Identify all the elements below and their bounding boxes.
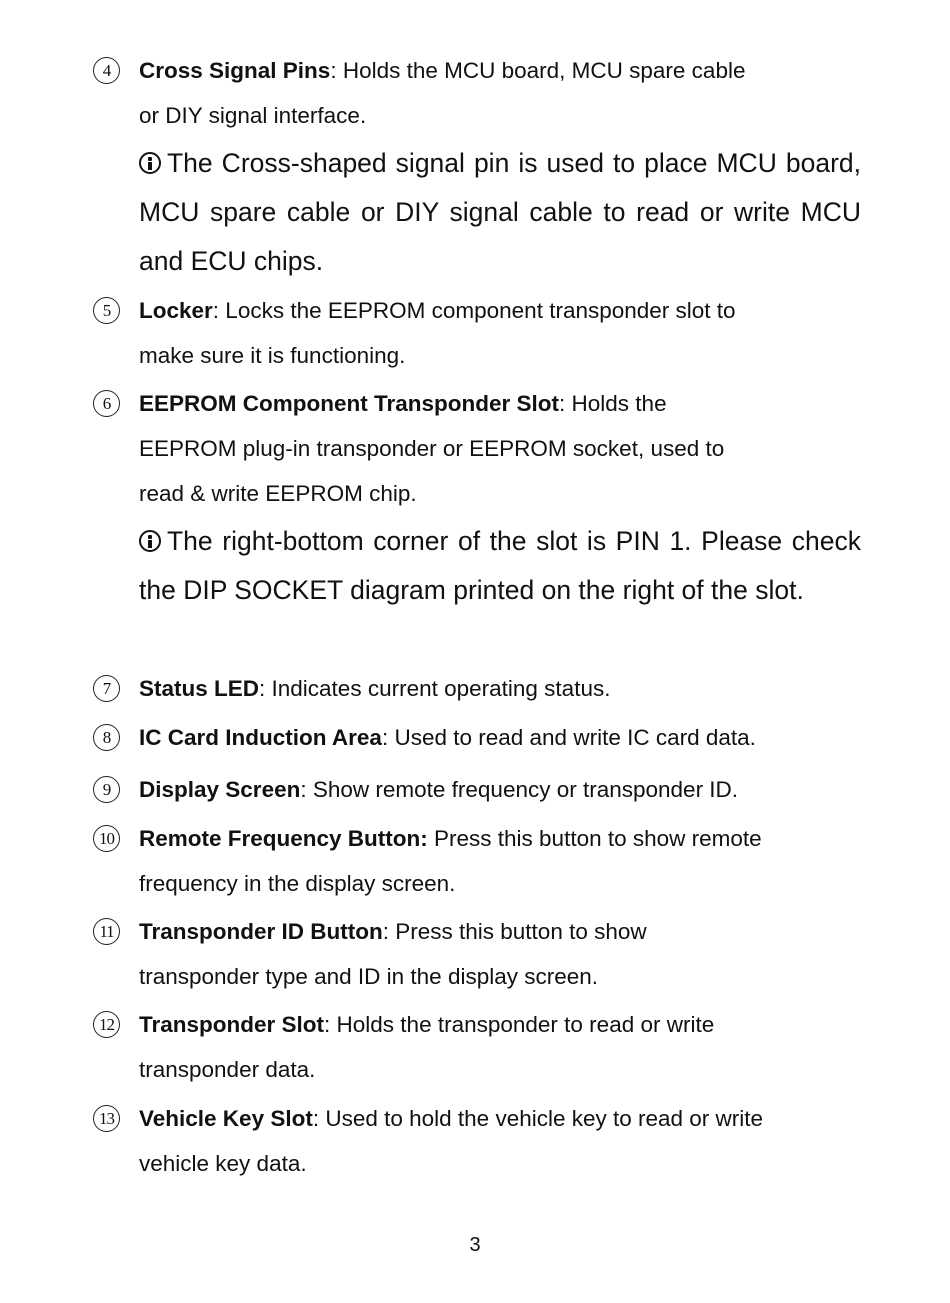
item-text: transponder data. — [139, 1057, 316, 1082]
item-number-badge: 12 — [93, 1011, 120, 1038]
item-number-badge: 7 — [93, 675, 120, 702]
item-number-badge: 13 — [93, 1105, 120, 1132]
item-term: IC Card Induction Area — [139, 725, 382, 750]
item-text: : Holds the transponder to read or write — [324, 1012, 715, 1037]
info-note — [139, 517, 861, 615]
item-number-badge: 11 — [93, 918, 120, 945]
item-number-badge: 4 — [93, 57, 120, 84]
item-number-badge: 8 — [93, 724, 120, 751]
note-text: The Cross-shaped signal pin is used to place MCU board, MCU spare cable or DIY signal cable to read or write MCU and ECU chips. — [139, 148, 861, 276]
item-number-badge: 5 — [93, 297, 120, 324]
item-term: Display Screen — [139, 777, 301, 802]
item-text: read & write EEPROM chip. — [139, 481, 417, 506]
item-text: : Indicates current operating status. — [259, 676, 611, 701]
info-icon — [139, 530, 161, 552]
item-term: Cross Signal Pins — [139, 58, 331, 83]
note-text: The right-bottom corner of the slot is PIN 1. Please check the DIP SOCKET diagram printed on the right of the slot. — [139, 526, 861, 605]
item-term: Remote Frequency Button: — [139, 826, 428, 851]
item-text: make sure it is functioning. — [139, 343, 406, 368]
item-text: : Used to hold the vehicle key to read or write — [312, 1106, 764, 1131]
item-text: : Used to read and write IC card data. — [381, 725, 756, 750]
item-term: EEPROM Component Transponder Slot — [139, 391, 560, 416]
item-number-badge: 6 — [93, 390, 120, 417]
item-text: : Holds the — [559, 391, 667, 416]
item-text: : Holds the MCU board, MCU spare cable — [330, 58, 746, 83]
item-term: Locker — [139, 298, 213, 323]
item-text: : Show remote frequency or transponder ID. — [300, 777, 739, 802]
item-number-badge: 10 — [93, 825, 120, 852]
item-text: EEPROM plug-in transponder or EEPROM socket, used to — [139, 436, 725, 461]
item-term: Vehicle Key Slot — [139, 1106, 313, 1131]
item-text: Press this button to show remote — [427, 826, 762, 851]
item-term: Transponder ID Button — [139, 919, 383, 944]
info-icon — [139, 152, 161, 174]
info-note — [139, 139, 861, 286]
item-term: Transponder Slot — [139, 1012, 325, 1037]
item-text: transponder type and ID in the display screen. — [139, 964, 599, 989]
item-text: : Press this button to show — [382, 919, 647, 944]
item-text: : Locks the EEPROM component transponder slot to — [212, 298, 736, 323]
page-number: 3 — [469, 1234, 481, 1256]
item-number-badge: 9 — [93, 776, 120, 803]
item-text: frequency in the display screen. — [139, 871, 456, 896]
item-term: Status LED — [139, 676, 260, 701]
item-text: vehicle key data. — [139, 1151, 307, 1176]
item-text: or DIY signal interface. — [139, 103, 367, 128]
